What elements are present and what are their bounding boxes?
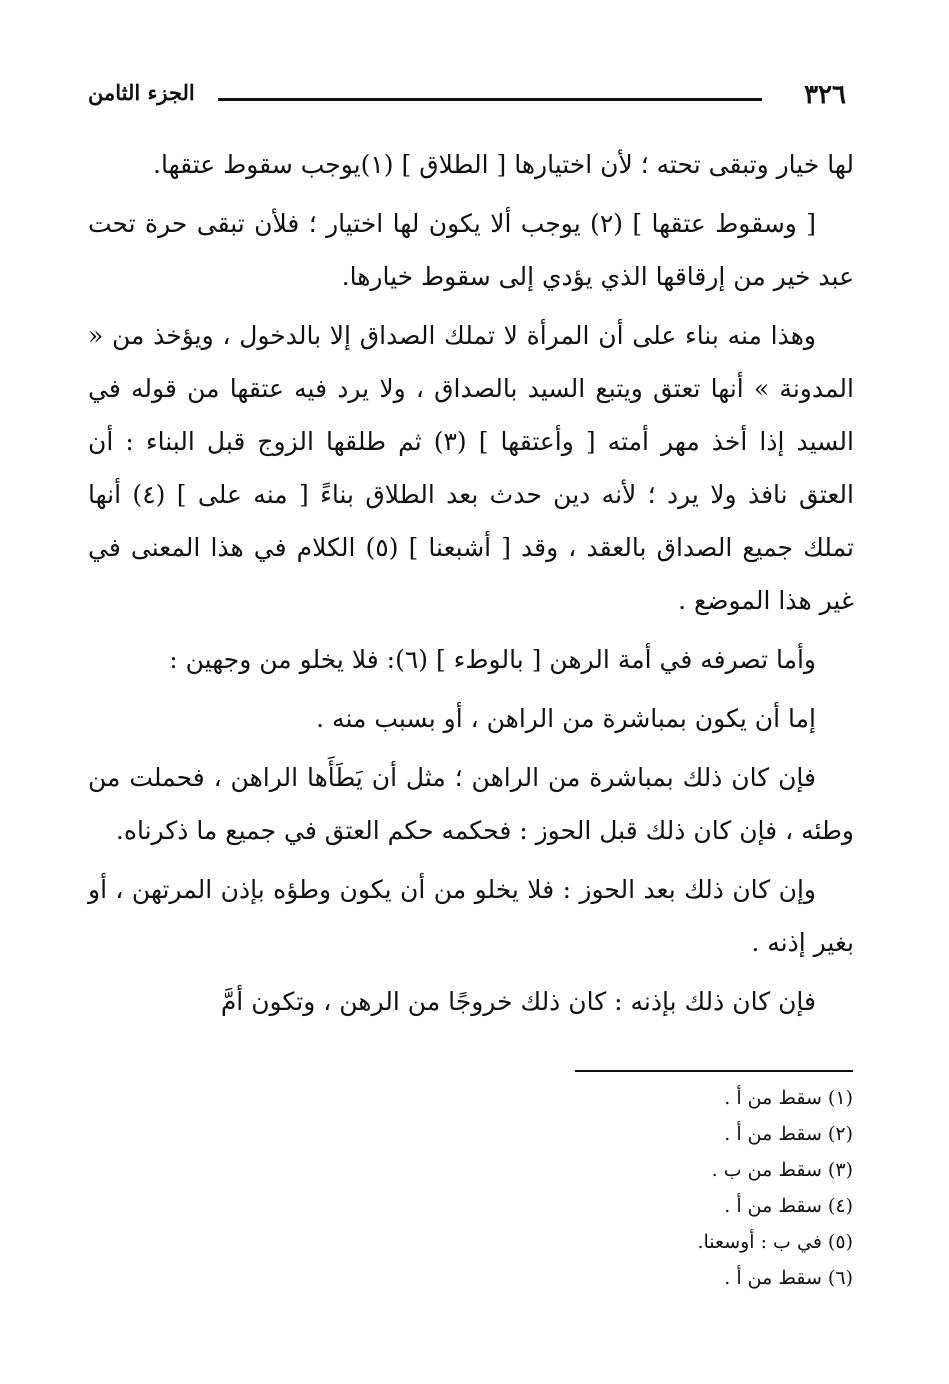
running-title: الجزء الثامن [88, 80, 195, 105]
body-text [88, 138, 854, 1034]
paragraph: وأما تصرفه في أمة الرهن [ بالوطء ] (٦): فلا يخلو من وجهين : [169, 645, 816, 674]
footnote: (٦) سقط من أ . [724, 1267, 853, 1289]
footnote: (١) سقط من أ . [724, 1087, 853, 1109]
paragraph: إما أن يكون بمباشرة من الراهن ، أو بسبب منه . [316, 704, 816, 733]
footnote: (٢) سقط من أ . [724, 1123, 853, 1145]
footnote-separator [575, 1070, 853, 1072]
footnotes [453, 1080, 853, 1296]
footnote: (٣) سقط من ب . [711, 1159, 853, 1181]
footnote: (٥) في ب : أوسعنا. [697, 1231, 853, 1253]
paragraph: لها خيار وتبقى تحته ؛ لأن اختيارها [ الطلاق ] (١)يوجب سقوط عتقها. [153, 150, 854, 179]
header-rule [218, 98, 762, 101]
page-number: ٣٢٦ [804, 80, 846, 110]
paragraph: وهذا منه بناء على أن المرأة لا تملك الصداق إلا بالدخول ، ويؤخذ من « المدونة » أنها تعتق ويتبع السيد بالصداق ، ولا يرد فيه عتقها من قوله في السيد إذا أخذ مهر أمته [ وأعتقها ] (٣) ثم طلقها الزوج قبل البناء : أن العتق نافذ ولا يرد ؛ لأنه دين حدث بعد الطلاق بناءً [ منه على ] (٤) أنها تملك جميع الصداق بالعقد ، وقد [ أشبعنا ] (٥) الكلام في هذا المعنى في غير هذا الموضع . [88, 321, 854, 615]
paragraph: وإن كان ذلك بعد الحوز : فلا يخلو من أن يكون وطؤه بإذن المرتهن ، أو بغير إذنه . [88, 875, 854, 957]
paragraph: فإن كان ذلك بمباشرة من الراهن ؛ مثل أن يَطَأَها الراهن ، فحملت من وطئه ، فإن كان ذلك قبل الحوز : فحكمه حكم العتق في جميع ما ذكرناه. [88, 763, 854, 845]
paragraph: فإن كان ذلك بإذنه : كان ذلك خروجًا من الرهن ، وتكون أمَّ [220, 987, 816, 1016]
footnote: (٤) سقط من أ . [724, 1195, 853, 1217]
paragraph: [ وسقوط عتقها ] (٢) يوجب ألا يكون لها اختيار ؛ فلأن تبقى حرة تحت عبد خير من إرقاقها الذي يؤدي إلى سقوط خيارها. [88, 209, 854, 291]
page-header [88, 80, 854, 120]
